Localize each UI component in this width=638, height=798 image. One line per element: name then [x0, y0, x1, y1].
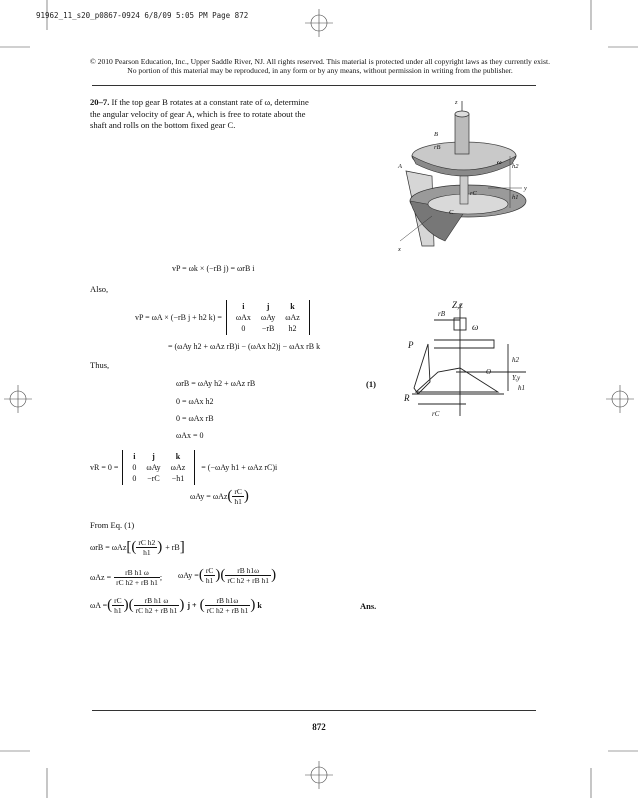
eq-1: ωrB = ωAy h2 + ωAz rB	[176, 379, 256, 388]
det2-cell: 0	[132, 474, 137, 483]
det1-cell: −rB	[261, 324, 275, 333]
problem-number: 20–7.	[90, 97, 110, 107]
eq-7a-left: ωAz =	[90, 573, 112, 582]
eq-5-left: ωAy = ωAz	[190, 492, 228, 501]
eq-vp1: vP = ωk × (−rB j) = ωrB i	[172, 264, 255, 273]
det1-cell: ωAz	[285, 313, 300, 322]
sketch-label-P: P	[408, 340, 414, 350]
header-rule	[92, 85, 536, 86]
footer-rule	[92, 710, 536, 711]
eq-7b-fraction-2: $\frac{\text{rB h1ω}}{\text{rC h2 + rB h1}}$	[227, 566, 270, 585]
label-thus: Thus,	[90, 360, 110, 370]
label-from-eq: From Eq. (1)	[90, 520, 135, 530]
det2-cell: −h1	[171, 474, 185, 483]
sketch-label-h2: h2	[512, 356, 519, 364]
eq-3: 0 = ωAx rB	[176, 414, 214, 423]
eq-6-fraction: $\frac{\text{rC h2}}{h1}$	[138, 538, 156, 557]
eq-6-right: + rB	[165, 543, 180, 552]
label-also: Also,	[90, 284, 109, 294]
fig-label-x: x	[398, 246, 401, 253]
eq-8-k: k	[257, 601, 262, 610]
eq-6-left: ωrB = ωAz	[90, 543, 127, 552]
fig-label-B: B	[434, 131, 438, 138]
fig-label-rB: rB	[434, 144, 441, 151]
det2-cell: i	[133, 452, 136, 461]
fig-label-rC: rC	[470, 190, 477, 197]
print-slug: 91962_11_s20_p0867-0924 6/8/09 5:05 PM Page 872	[36, 11, 249, 20]
sketch-label-rB: rB	[438, 310, 445, 318]
fig-label-h1: h1	[512, 194, 519, 201]
eq-8-fraction-2: $\frac{\text{rB h1 ω}}{\text{rC h2 + rB h1}}$	[135, 596, 178, 615]
eq-8-fraction-1: $\frac{rC}{h1}$	[114, 596, 122, 615]
fig-label-z: z	[455, 99, 458, 106]
eq-4: ωAx = 0	[176, 431, 204, 440]
sketch-label-Yy: Y,y	[512, 374, 521, 382]
fig-label-C: C	[449, 209, 454, 216]
det2-cell: 0	[132, 463, 137, 472]
page-number: 872	[312, 722, 326, 732]
determinant-2	[122, 450, 195, 485]
answer-marker: Ans.	[360, 601, 377, 611]
det1-cell: k	[290, 302, 295, 311]
eq-7a: ωAz = $\frac{\text{rB h1 ω}}{\text{rC h2 + rB h1}}$ ;	[90, 568, 163, 587]
sketch-label-omega: ω	[472, 322, 479, 332]
det1-cell: h2	[288, 324, 297, 333]
eq-8-fraction-3: $\frac{\text{rB h1ω}}{\text{rC h2 + rB h1}}$	[206, 596, 249, 615]
gear-figure	[392, 96, 542, 256]
fig-label-A: A	[398, 163, 402, 170]
eq-vr-left: vR = 0 =	[90, 463, 119, 472]
fig-label-y: y	[524, 185, 527, 192]
det2-cell: ωAz	[170, 463, 186, 472]
fig-label-h2: h2	[512, 163, 519, 170]
eq-vp3: = (ωAy h2 + ωAz rB)i − (ωAx h2)j − ωAx rB k	[168, 342, 321, 351]
det2-cell: ωAy	[146, 463, 161, 472]
det1-cell: j	[266, 302, 270, 311]
problem-statement	[90, 97, 320, 132]
sketch-label-h1: h1	[518, 384, 525, 392]
eq-vr	[90, 450, 277, 485]
det1-cell: ωAx	[235, 313, 251, 322]
problem-text: If the top gear B rotates at a constant rate of ω, determine the angular velocity of gear A, which is free to rotate about the shaft and rolls on the bottom fixed gear C.	[90, 97, 309, 131]
det1-cell: i	[242, 302, 245, 311]
eq-vr-right: = (−ωAy h1 + ωAz rC)i	[201, 463, 278, 472]
eq-5: ωAy = ωAz ( $\frac{rC}{h1}$ )	[190, 487, 249, 506]
fig-label-omega: ω	[497, 159, 502, 166]
det1-cell: ωAy	[260, 313, 276, 322]
eq-6: ωrB = ωAz [( $\frac{\text{rC h2}}{h1}$ ) + rB ]	[90, 538, 185, 557]
eq-vp2	[135, 300, 310, 335]
copyright-notice: © 2010 Pearson Education, Inc., Upper Saddle River, NJ. All rights reserved. This material is protected under all copyright laws as they currently exist. No portion of this material may be reproduced, in any form or by any means, without permission in writing from the publisher.	[90, 57, 550, 76]
hand-sketch	[398, 296, 543, 431]
eq-8: ωA = ( $\frac{rC}{h1}$ )( $\frac{\text{rB h1 ω}}{\text{rC h2 + rB h1}}$ ) j + ( $\frac{\text{rB h1ω}}{\text{rC h2 + rB h1}}$ ) k	[90, 596, 262, 615]
eq-7a-fraction: $\frac{\text{rB h1 ω}}{\text{rC h2 + rB h1}}$	[116, 568, 158, 587]
eq-vp2-left: vP = ωA × (−rB j + h2 k) =	[135, 313, 222, 322]
sketch-label-R: R	[404, 393, 410, 403]
eq-7b-left: ωAy =	[178, 571, 199, 580]
eq-8-j: j +	[187, 601, 197, 610]
sketch-label-rC: rC	[432, 410, 440, 418]
eq-5-fraction: $\frac{rC}{h1}$	[234, 487, 242, 506]
det2-cell: k	[175, 452, 181, 461]
sketch-label-Zz: Z,z	[452, 300, 463, 310]
eq-8-left: ωA =	[90, 601, 108, 610]
eq-7b-fraction-1: $\frac{rC}{h1}$	[205, 566, 214, 585]
det2-cell: −rC	[147, 474, 160, 483]
eq-7b: ωAy = ( $\frac{rC}{h1}$ )( $\frac{\text{rB h1ω}}{\text{rC h2 + rB h1}}$ )	[178, 566, 277, 585]
eq-1-tag: (1)	[366, 379, 376, 389]
eq-2: 0 = ωAx h2	[176, 397, 214, 406]
det1-cell: 0	[241, 324, 246, 333]
det2-cell: j	[152, 452, 155, 461]
determinant-1	[226, 300, 310, 335]
sketch-label-O: O	[486, 368, 492, 376]
